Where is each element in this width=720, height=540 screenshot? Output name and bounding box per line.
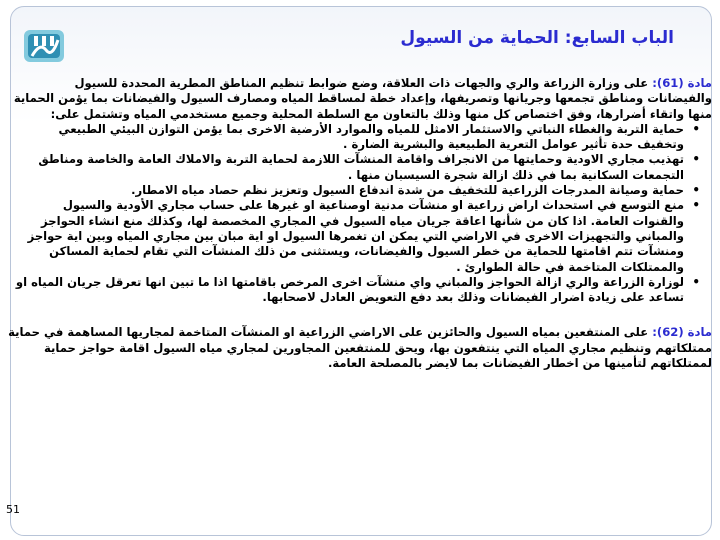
bullet-icon: • (692, 274, 700, 289)
ministry-logo-icon (22, 26, 68, 66)
bullet-icon: • (692, 121, 700, 136)
list-item (8, 275, 698, 306)
bullet-icon: • (692, 152, 700, 167)
list-item (8, 152, 698, 183)
article-62 (8, 325, 712, 371)
spacer (8, 305, 712, 325)
list-item-text: حماية وصيانة المدرجات الزراعية للتخفيف من شدة اندفاع السيول وتعزيز نظم حصاد مياه الامطار. (131, 183, 684, 198)
article-62-label: مادة (62): (652, 325, 712, 340)
bullet-icon: • (692, 183, 700, 198)
list-item-text: تهذيب مجاري الاودية وحمايتها من الانجراف واقامة المنشآت اللازمة لحماية التربة والاملاك العامة والخاصة ومناطق التجمعات السكانية بما في ذلك ازالة شجرة السيسبان منها . (38, 152, 684, 182)
list-item-text: حماية التربة والغطاء النباتي والاستثمار الامثل للمياه والموارد الأرضية الاخرى بما يؤمن التوازن البيئي الطبيعي وتخفيف حدة تأثير عوامل التعرية الطبيعية والبشرية الضارة . (58, 121, 684, 152)
list-item-text: لوزارة الزراعة والري ازالة الحواجز والمباني واي منشآت اخرى المرخص باقامتها اذا ما تبين انها تعرقل جريان المياه او تساعد على زيادة اضرار الفيضانات وذلك بعد دفع التعويض العادل لاصحابها. (15, 274, 684, 305)
article-61-intro: على وزارة الزراعة والري والجهات ذات العلاقة، وضع ضوابط تنظيم المناطق المطرية المحددة للسيول والفيضانات ومناطق تجمعها وجريانها وتصريفها، وإعداد خطة لمساقط المياه ومصارف السيول والفيضانات بما يؤمن الحماية منها واتقاء أضرارها، وفق اختصاص كل منها وذلك بالتعاون مع السلطة المحلية وجميع مستخدمي المياه وتشتمل على: (13, 76, 712, 121)
article-62-text: على المنتفعين بمياه السيول والحائزين على الاراضي الزراعية او المنشآت المتاخمة لمجاريها المساهمة في حماية ممتلكاتهم وتنظيم مجاري المياه التي ينتفعون بها، ويحق للمنتفعين المجاورين لمجاري مياه السيول اقامة حواجز حماية لممتلكاتهم لتأمينها من اخطار الفيضانات بما لايضر بالمصلحة العامة. (8, 325, 712, 371)
page-number: 51 (6, 503, 20, 516)
list-item (8, 183, 698, 198)
article-61-list (8, 122, 712, 306)
page-title: الباب السابع: الحماية من السيول (400, 28, 674, 48)
bullet-icon: • (692, 198, 700, 213)
list-item-text: منع التوسع في استحداث اراض زراعية او منشآت مدنية اوصناعية او غيرها على حساب مجاري الأودية والسيول والقنوات العامة. اذا كان من شأنها اعاقة جريان مياه السيول في المجاري المخصصة لها، وكذلك منع انشاء الحواجز والمباني والتجهيزات الاخرى في الاراضي التي يمكن ان تغمرها السيول او اية مبان بين مجاري المياه وبين اية حواجز ومنشآت تتم اقامتها للحماية من خطر السيول والفيضانات، ويستثنى من ذلك المنشآت التي تقام لحماية المساكن والممتلكات المتاخمة في حالة الطوارئ . (27, 198, 684, 274)
list-item (8, 198, 698, 274)
document-body (8, 76, 712, 371)
article-61 (8, 76, 712, 122)
article-61-label: مادة (61): (652, 76, 712, 90)
list-item (8, 122, 698, 153)
